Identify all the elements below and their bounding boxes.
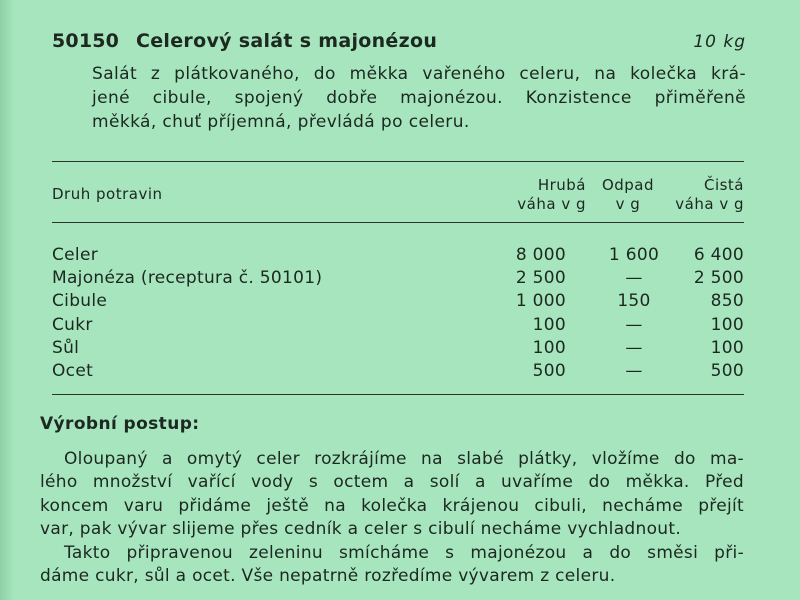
gross-weight: 2 500 [515,268,566,289]
gross-weight: 8 000 [515,245,566,265]
net-weight: 6 400 [693,245,744,265]
waste-weight: — [625,360,643,381]
net-weight: 100 [710,314,744,335]
table-row [52,337,744,360]
waste-weight: 150 [617,291,651,312]
header-ingredient: Druh potravin [52,185,163,203]
table-row [52,267,744,290]
net-weight: 2 500 [693,268,744,289]
table-row [52,314,744,337]
table-header-rule [52,222,744,223]
description-line: jené cibule, spojený dobře majonézou. Konzistence přiměřeně [92,88,746,108]
header-gross-line2: váha v g [517,195,586,213]
ingredient-name: Ocet [52,360,94,381]
header-waste-line1: Odpad [601,176,655,194]
recipe-header [52,30,746,60]
procedure-line: dáme cukr, sůl a ocet. Vše nepatrně rozředíme vývarem z celeru. [40,566,616,587]
table-row [52,244,744,267]
header-waste-line2: v g [615,195,641,213]
recipe-yield: 10 kg [693,32,746,52]
recipe-description [92,62,746,134]
table-row [52,290,744,313]
ingredient-name: Majonéza (receptura č. 50101) [52,268,323,289]
description-line: měkká, chuť příjemná, převládá po celeru. [92,112,470,132]
waste-weight: 1 600 [608,245,660,265]
description-line: Salát z plátkovaného, do měkka vařeného celeru, na kolečka krá- [92,64,746,84]
header-gross-weight [488,176,586,214]
ingredient-name: Sůl [52,337,80,358]
procedure-line: Takto připravenou zeleninu smícháme s majonézou a do směsi při- [64,542,744,563]
header-net-line2: váha v g [675,195,744,213]
ingredient-name: Cibule [52,291,108,312]
table-bottom-rule [52,394,744,395]
table-row [52,360,744,383]
procedure-line: Oloupaný a omytý celer rozkrájíme na slabé plátky, vložíme do ma- [64,449,744,469]
gross-weight: 500 [532,360,566,381]
header-gross-line1: Hrubá [537,176,586,194]
procedure-line: var, pak vývar slijeme přes cedník a celer s cibulí necháme vychladnout. [40,519,682,540]
header-net-weight [664,176,744,214]
net-weight: 850 [710,291,744,312]
procedure-title: Výrobní postup: [40,414,200,434]
procedure-line: koncem varu přidáme ještě na kolečka krájenou cibuli, necháme přejít [40,495,744,516]
header-net-line1: Čistá [703,176,744,194]
ingredient-name: Cukr [52,314,93,335]
waste-weight: — [625,314,643,335]
waste-weight: — [625,268,643,289]
page-edge [0,0,14,600]
gross-weight: 100 [532,314,566,335]
procedure-line: lého množství vařící vody s octem a solí a uvaříme do měkka. Před [40,472,744,493]
table-top-rule [52,161,744,162]
net-weight: 100 [710,337,744,358]
recipe-title: Celerový salát s majonézou [136,30,438,52]
recipe-code: 50150 [52,30,120,52]
ingredients-table [52,244,744,383]
procedure-text [40,448,744,588]
net-weight: 500 [710,360,744,381]
header-waste [594,176,662,214]
waste-weight: — [625,337,643,358]
gross-weight: 100 [532,337,566,358]
gross-weight: 1 000 [515,291,566,312]
ingredient-name: Celer [52,245,99,265]
